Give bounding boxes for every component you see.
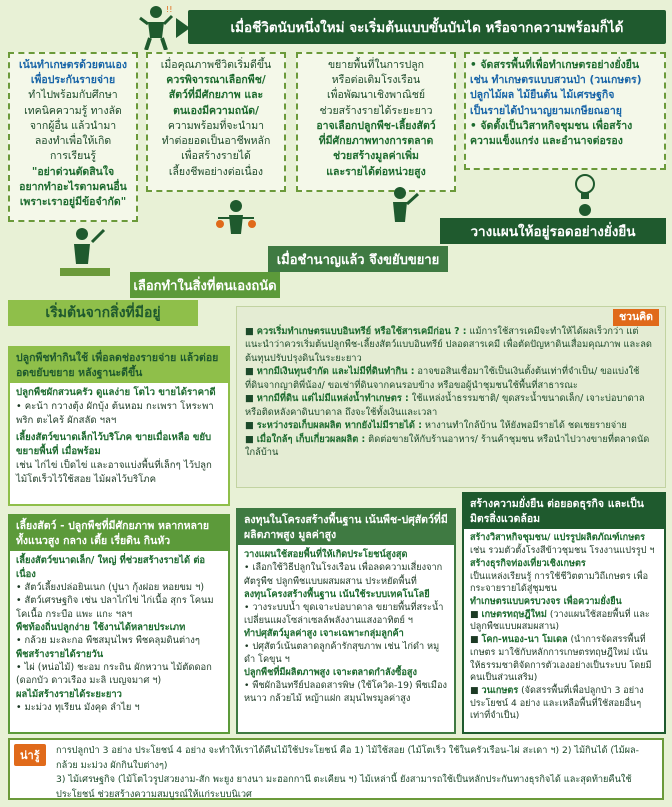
b3-line: ช่วยสร้างรายได้ระยะยาว [319,104,433,117]
svg-text:!!: !! [166,5,173,14]
p4c3-title: วนเกษตร [481,686,519,696]
p3c-item: • ปศุสัตว์เน้นตลาดลูกค้ารักสุขภาพ เช่น ไก่ดำ หมูดำ โคขุน ฯ [244,640,440,665]
p2a-title: เลี้ยงสัตว์ขนาดเล็ก/ ใหญ่ ที่ช่วยสร้างรายได้ ต่อเนื่อง [16,555,206,580]
step-4 [440,218,666,244]
arrow-icon [176,18,190,38]
tips-box [236,306,666,488]
b2-line: เลี้ยงชีพอย่างต่อเนื่อง [168,165,264,178]
step-1-label: เริ่มต้นจากสิ่งที่มีอยู่ [45,305,161,321]
step-3 [268,246,448,272]
tip-1-title: ควรเริ่มทำเกษตรแบบอินทรีย์ หรือใช้สารเคมีก่อน ? : [256,326,467,337]
tip-5-title: เมื่อใกล้ๆ เก็บเกี่ยวผลผลิต : [256,433,366,445]
p3d-title: ปลูกพืชที่มีผลิตภาพสูง เจาะตลาดกำลังซื้อสูง [244,666,417,678]
p4c1-title: เกษตรทฤษฎีใหม่ [481,609,547,620]
b1-line: เน้นทำเกษตรด้วยตนเอง [19,59,127,71]
p1-body: • คะน้า กวางตุ้ง ผักบุ้ง ต้นหอม กะเพรา โหระพา พริก ตะไคร้ ผักสลัด ฯลฯ [16,401,214,427]
tip-4-body: หางานทำใกล้บ้าน ให้ยังพอมีรายได้ ชดเชยรายจ่าย [424,420,627,432]
bubble-expand [296,52,456,192]
b4-line: • จัดสรรพื้นที่เพื่อทำเกษตรอย่างยั่งยืน [470,59,640,71]
b2-line: เมื่อคุณภาพชีวิตเริ่มดีขึ้น [160,59,272,71]
footer-badge: น่ารู้ [14,744,46,766]
p3c-title: ทำปศุสัตว์มูลค่าสูง เจาะเฉพาะกลุ่มลูกค้า [244,627,404,639]
b2-line: ควรพิจารณาเลือกพืช/ [166,74,266,87]
panel-start [8,346,230,506]
tip-3-title: หากมีที่ดิน แต่ไม่มีแหล่งน้ำทำเกษตร : [256,393,409,405]
step-4-label: วางแผนให้อยู่รอดอย่างยั่งยืน [470,224,636,240]
bubble-skill [146,52,286,192]
step-2 [130,272,280,298]
b3-line: อาจเลือกปลูกพืช-เลี้ยงสัตว์ [316,119,436,132]
tip-1-body: แม้การใช้สารเคมีจะทำให้ได้ผลเร็วกว่า แต่แนะนำว่าควรเริ่มต้นปลูกพืช-เลี้ยงสัตว์แบบอินทรีย์ ปลอดสารเคมี เพื่อตัดปัญหาดินเสื่อมคุณภาพ และลดต้นทุนปรับปรุงดินในระยะยาว [245,326,652,364]
b4-line: เป็นรายได้บำนาญยามเกษียณอายุ [470,104,622,117]
b1-line: เทคนิคความรู้ ทางลัด [24,104,122,117]
b1-line: เพราะเราอยู่มีข้อจำกัด" [19,195,127,208]
tip-2-body: อาจขอสินเชื่อมาใช้เป็นเงินตั้งต้นเท่าที่จำเป็น/ ขอแบ่งใช้ที่ดินจากญาติพี่น้อง/ ขอเช่าที่ดินจากคนรอบข้าง หรือขอผู้นำชุมชนใช้พื้นที่สาธารณะ [245,366,640,391]
b3-line: และรายได้ต่อหน่วยสูง [326,165,426,178]
b1-line: ทำไปพร้อมกับศึกษา [28,89,118,102]
b3-line: ช่วยสร้างมูลค่าเพิ่ม [333,150,419,163]
b4-line: ความแข็งแกร่ง และอำนาจต่อรอง [470,135,623,148]
p4a-title: สร้างวิสาหกิจชุมชน/ แปรรูปผลิตภัณฑ์เกษตร [470,533,645,544]
p4c3-body: (จัดสรรพื้นที่เพื่อปลูกป่า 3 อย่าง ประโยชน์ 4 อย่าง และเหลือพื้นที่ใช้สอยอื่นๆ เท่าที่จำเป็น) [470,686,644,722]
p4c2-title: โคก-หนอง-นา โมเดล [481,635,568,646]
tip-4-title: ระหว่างรอเก็บผลผลิต หากยังไม่มีรายได้ : [256,420,422,432]
b2-line: ความพร้อมที่จะนำมา [167,119,265,132]
p4c-title: ทำเกษตรแบบครบวงจร เพื่อความยั่งยืน [470,596,622,607]
footer-line-1: การปลูกป่า 3 อย่าง ประโยชน์ 4 อย่าง จะทำให้เราได้คืนไม้ใช้ประโยชน์ คือ 1) ไม้ใช้สอย (ไม้โตเร็ว ใช้ในครัวเรือน-ไผ่ สะเดา ฯ) 2) ไม้กินได้ (ไม้ผล-กล้วย มะม่วง ผักกินใบต่างๆ) [56,745,639,771]
p2c-title: พืชสร้างรายได้รายวัน [16,648,104,660]
person-pointing-icon [380,184,420,234]
page-title [188,10,666,44]
b3-line: ขยายพื้นที่ในการปลูก [327,59,425,71]
tip-3-body: ใช้แหล่งน้ำธรรมชาติ/ ขุดสระน้ำขนาดเล็ก/ เจาะบ่อบาดาล หรือติดหลังคาดินบาดาล ถึงจะใช้ทั้งเงินและเวลา [245,393,645,418]
step-3-label: เมื่อชำนาญแล้ว จึงขยับขยาย [276,252,440,268]
panel-expand-header: ลงทุนในโครงสร้างพื้นฐาน เน้นพืช-ปศุสัตว์ที่มีผลิตภาพสูง มูลค่าสูง [238,510,454,545]
p4c1: ■ เกษตรทฤษฎีใหม่ (วางแผนใช้สอยพื้นที่ และปลูกพืชแบบผสมผสาน) [470,609,650,633]
p4c2: ■ โคก-หนอง-นา โมเดล (นำการจัดสรรพื้นที่เกษตร มาใช้กับหลักการเกษตรทฤษฎีใหม่ เน้นให้ธรรมชาติจัดการตัวเองอย่างเป็นระบบ โดยมีคนเป็นส่วนเสริม) [470,635,652,684]
bubble-start [8,52,138,222]
panel-sustain-header: สร้างความยั่งยืน ต่อยอดธุรกิจ และเป็นมิตรสิ่งแวดล้อม [464,494,664,529]
tip-3: ■ หากมีที่ดิน แต่ไม่มีแหล่งน้ำทำเกษตร : ใช้แหล่งน้ำธรรมชาติ/ ขุดสระน้ำขนาดเล็ก/ เจาะบ่อบาดาล หรือติดหลังคาดินบาดาล ถึงจะใช้ทั้งเงินและเวลา [245,393,645,418]
panel-skill-header: เลี้ยงสัตว์ - ปลูกพืชที่มีศักยภาพ หลากหลาย ทั้งแนวสูง กลาง เตี้ย เรี่ยดิน กินหัว [10,516,228,551]
b1-line: "อย่าด่วนตัดสินใจ [31,165,115,178]
footer-note [8,738,664,800]
b2-line: สัตว์ที่มีศักยภาพ และ [168,89,264,102]
p2-body: เช่น ไก่ไข่ เป็ดไข่ และอาจแบ่งพื้นที่เล็กๆ ไว้ปลูกไม้โตเร็วไว้ใช้สอย ไม้ผลไว้บริโภค [16,459,212,485]
tip-2: ■ หากมีเงินทุนจำกัด และไม่มีที่ดินทำกิน : อาจขอสินเชื่อมาใช้เป็นเงินตั้งต้นเท่าที่จำเป็น/ ขอแบ่งใช้ที่ดินจากญาติพี่น้อง/ ขอเช่าที่ดินจากคนรอบข้าง หรือขอผู้นำชุมชนใช้พื้นที่สาธารณะ [245,366,640,391]
footer-line-2: 3) ไม้เศรษฐกิจ (ไม้โตไวรูปสวยงาม-สัก พะยูง ยางนา มะฮอกกานี ตะเคียน ฯ) ไม้เหล่านี้ ยังสามารถใช้เป็นหลักประกันทางธุรกิจได้ และสุดท้ายคืนใช้ประโยชน์ ช่วยสร้างความสมบูรณ์ให้แก่ระบบนิเวศ [56,774,632,801]
lightbulb-person-icon [560,170,610,218]
b3-line: ที่มีศักยภาพทางการตลาด [318,135,434,148]
tips-badge: ชวนคิด [613,309,659,326]
p2a-item: • สัตว์เศรษฐกิจ เช่น ปลาไก่ไข่ ไก่เนื้อ สุกร โคนม โคเนื้อ กระบือ แพะ แกะ ฯลฯ [16,595,214,620]
p4b-item: เป็นแหล่งเรียนรู้ การใช้ชีวิตตามวิถีเกษตร เพื่อกระจายรายได้สู่ชุมชน [470,571,649,595]
step-2-label: เลือกทำในสิ่งที่ตนเองถนัด [133,278,277,294]
p2c-item: • ไผ่ (หน่อไม้) ชะอม กระถิน ผักหวาน ไม้ตัดดอก (ดอกบัว ดาวเรือง มะลิ เบญจมาศ ฯ) [16,662,212,687]
p3b-item: • วางระบบน้ำ ขุดเจาะบ่อบาดาล ขยายพื้นที่สระน้ำ เปลี่ยนแผงโซล่าเซลล์พลังงานแสงอาทิตย์ ฯ [244,601,444,626]
tip-2-title: หากมีเงินทุนจำกัด และไม่มีที่ดินทำกิน : [256,366,415,378]
farmer-icon [60,224,110,280]
p4a-item: เช่น รวมตัวตั้งโรงสีข้าวชุมชน โรงงานแปรรูป ฯ [470,546,655,557]
b3-line: หรือต่อเติมโรงเรือน [331,74,421,87]
tip-4: ■ ระหว่างรอเก็บผลผลิต หากยังไม่มีรายได้ : หางานทำใกล้บ้าน ให้ยังพอมีรายได้ ชดเชยรายจ่าย [245,420,627,432]
b2-line: ตนเองมีความถนัด/ [173,104,259,117]
title-text: เมื่อชีวิตนับหนึ่งใหม่ จะเริ่มต้นแบบขั้นบันได หรือจากความพร้อมก็ได้ [230,20,624,36]
p2d-item: • มะม่วง ทุเรียน มังคุด ลำไย ฯ [16,702,140,714]
p2b-title: พืชท้องถิ่นปลูกง่าย ใช้งานได้หลายประเภท [16,622,186,634]
panel-sustain [462,492,666,734]
b2-line: เพื่อสร้างรายได้ [181,150,251,163]
b4-line: ปลูกไม้ผล ไม้ยืนต้น ไม้เศรษฐกิจ [470,89,615,102]
b1-line: ลองทำเพื่อให้เกิด [34,135,112,148]
p2d-title: ผลไม้สร้างรายได้ระยะยาว [16,688,122,700]
b1-line: จากผู้อื่น แล้วนำมา [29,119,117,132]
b4-line: เช่น ทำเกษตรแบบสวนป่า (วนเกษตร) [470,74,642,87]
p2a-item: • สัตว์เลี้ยงปล่อยินเนก (ปูนา กุ้งฝอย หอยขม ฯ) [16,582,205,594]
p4c3: ■ วนเกษตร (จัดสรรพื้นที่เพื่อปลูกป่า 3 อย่าง ประโยชน์ 4 อย่าง และเหลือพื้นที่ใช้สอยอื่นๆ เท่าที่จำเป็น) [470,686,644,722]
panel-start-header: ปลูกพืชทำกินใช้ เพื่อลดช่องรายจ่าย แล้วต่อยอดขยับขยาย หลังฐานะดีขึ้น [10,348,228,383]
b1-line: อยากทำอะไรตามคนอื่น [19,180,127,193]
b4-line: • จัดตั้งเป็นวิสาหกิจชุมชน เพื่อสร้าง [470,119,633,132]
p3d-item: • พืชผักอินทรีย์ปลอดสารพิษ (ใช้โควิด-19) พืชเมืองหนาว กล้วยไม้ หญ้าแฝก สมุนไพรมูลค่าสูง [244,680,447,705]
p3a-title: วางแผนใช้สอยพื้นที่ให้เกิดประโยชน์สูงสุด [244,549,408,561]
p4c2-body: (นำการจัดสรรพื้นที่เกษตร มาใช้กับหลักการเกษตรทฤษฎีใหม่ เน้นให้ธรรมชาติจัดการตัวเองอย่างเป็นระบบ โดยมีคนเป็นส่วนเสริม) [470,635,652,684]
p3a-item: • เลือกใช้วิธีปลูกในโรงเรือน เพื่อลดความเสี่ยงจากศัตรูพืช ปลูกพืชแบบผสมผสาน ประหยัดพื้นที่ [244,562,443,587]
man-climbing-icon [136,4,176,50]
p4c1-body: (วางแผนใช้สอยพื้นที่ และปลูกพืชแบบผสมผสาน) [470,609,650,633]
panel-skill [8,514,230,734]
b3-line: เพื่อพัฒนาเชิงพาณิชย์ [327,89,425,102]
p2-title: เลี้ยงสัตว์ขนาดเล็กไว้บริโภค ขายเมื่อเหลือ ขยับขยายพื้นที่ เมื่อพร้อม [16,432,212,457]
bubble-sustain [464,52,666,170]
b1-line: การเรียนรู้ [49,150,97,163]
p3b-title: ลงทุนโครงสร้างพื้นฐาน เน้นใช้ระบบเทคโนโลยี [244,588,430,600]
p1-title: ปลูกพืชผักสวนครัว ดูแลง่าย โตไว ขายได้ราคาดี [16,387,216,399]
panel-expand [236,508,456,734]
b1-line: เพื่อประกันรายจ่าย [30,74,116,87]
balance-person-icon [214,196,258,244]
p4b-title: สร้างธุรกิจท่องเที่ยวเชิงเกษตร [470,558,586,569]
b2-line: ทำต่อยอดเป็นอาชีพหลัก [161,135,271,148]
p2b-item: • กล้วย มะละกอ พืชสมุนไพร พืชคลุมดินต่างๆ [16,635,200,647]
tip-1: ■ ควรเริ่มทำเกษตรแบบอินทรีย์ หรือใช้สารเคมีก่อน ? : แม้การใช้สารเคมีจะทำให้ได้ผลเร็วกว่า แต่แนะนำว่าควรเริ่มต้นปลูกพืช-เลี้ยงสัตว์แบบอินทรีย์ ปลอดสารเคมี เพื่อตัดปัญหาดินเสื่อมคุณภาพ และลดต้นทุนปรับปรุงดินในระยะยาว [245,326,652,364]
step-1 [8,300,198,326]
tip-5: ■ เมื่อใกล้ๆ เก็บเกี่ยวผลผลิต : ติดต่อขายให้กับร้านอาหาร/ ร้านค้าชุมชน หรือนำไปวางขายที่ตลาดนัดใกล้บ้าน [245,433,650,459]
tip-5-body: ติดต่อขายให้กับร้านอาหาร/ ร้านค้าชุมชน หรือนำไปวางขายที่ตลาดนัดใกล้บ้าน [245,433,650,459]
